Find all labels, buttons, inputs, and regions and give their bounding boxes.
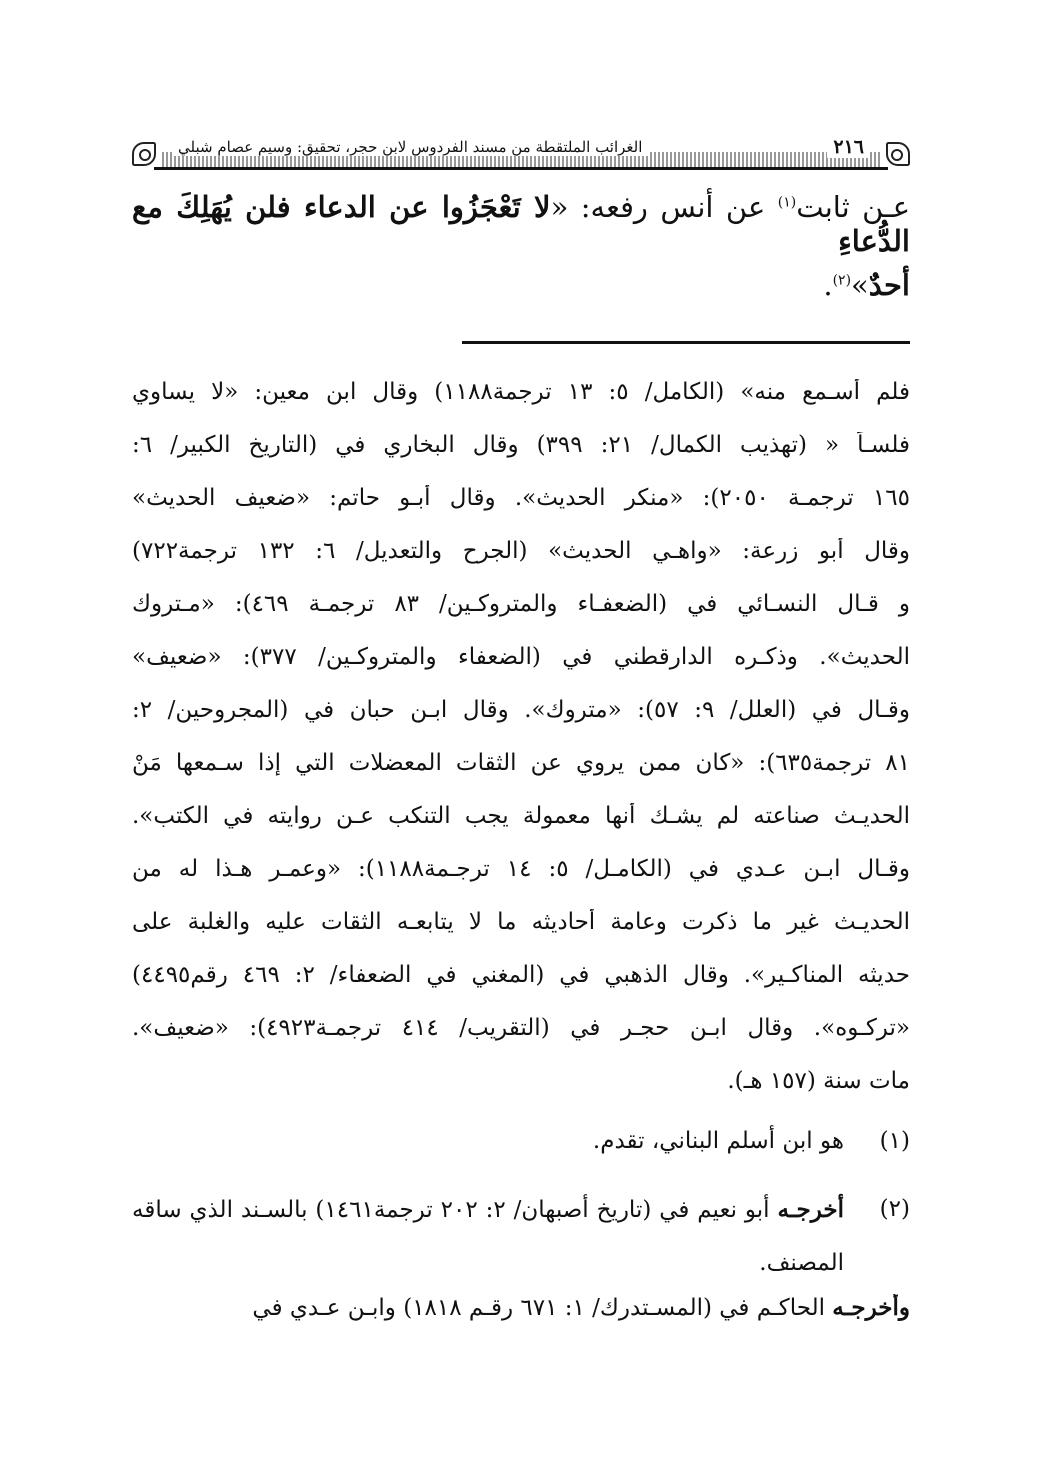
running-header [132, 136, 910, 176]
main-text-line-2 [132, 268, 910, 302]
footnote-ref-1[interactable]: (١) [777, 194, 797, 211]
running-title: الغرائب الملتقطة من مسند الفردوس لابن حجر، تحقيق: وسيم عصام شبلي [172, 138, 648, 156]
footnote-line: ٨١ ترجمة٦٣٥): «كان ممن يروي عن الثقات المعضلات التي إذا سـمعها مَنْ [132, 750, 910, 776]
footnote-line: وقـال ابـن عـدي في (الكامـل/ ٥: ١٤ ترجـمة١١٨٨): «وعمـر هـذا له من [132, 856, 910, 882]
footnote-number: (١) [879, 1128, 910, 1154]
footnote-line: الحديـث صناعته لم يشـك أنها معمولة يجب التنكب عـن روايته في الكتب». [132, 803, 910, 829]
footnote-line: «تركـوه». وقال ابـن حجـر في (التقريب/ ٤١٤ ترجمـة٤٩٢٣): «ضعيف». [132, 1015, 910, 1041]
footnote-line: الحديـث غير ما ذكرت وعامة أحاديثه ما لا يتابعـه الثقات عليه والغلبة على [132, 909, 910, 935]
footnote-line: ١٦٥ ترجمـة ٢٠٥٠): «منكر الحديث». وقال أبـو حاتم: «ضعيف الحديث» [132, 485, 910, 511]
footnote-line: حديثه المناكـير». وقال الذهبي في (المغني في الضعفاء/ ٢: ٤٦٩ رقم٤٤٩٥) [132, 962, 910, 988]
footnote-line: و قـال النسـائي في (الضعفـاء والمتروكـين/ ٨٣ ترجمـة ٤٦٩): «مـتروك [132, 591, 910, 617]
hadith-text: لا تَعْجَزُوا عن الدعاء فلن يُهَلِكَ مع الدُّعاءِ [132, 190, 910, 258]
final-lead-word: وأخرجـه [832, 1294, 910, 1321]
page-number: ٢١٦ [827, 136, 870, 158]
period: . [823, 268, 833, 302]
footnote-line: وقال أبو زرعة: «واهـي الحديث» (الجرح والتعديل/ ٦: ١٣٢ ترجمة٧٢٢) [132, 538, 910, 564]
footnote-2 [132, 1183, 910, 1283]
footnote-body: أبو نعيم في (تاريخ أصبهان/ ٢: ٢٠٢ ترجمة١٤٦١) بالسـند الذي ساقه المصنف. [132, 1197, 844, 1276]
footnote-text [132, 1183, 844, 1290]
final-text: الحاكـم في (المسـتدرك/ ١: ٦٧١ رقـم ١٨١٨) وابـن عـدي في [252, 1295, 833, 1321]
footnote-number: (٢) [879, 1196, 910, 1222]
footnote-1 [132, 1128, 910, 1168]
header-rule [154, 167, 888, 170]
footnote-line: فلم أسـمع منه» (الكامل/ ٥: ١٣ ترجمة١١٨٨) وقال ابن معين: «لا يساوي [132, 379, 910, 405]
footnote-line: فلسـاً « (تهذيب الكمال/ ٢١: ٣٩٩) وقال البخاري في (التاريخ الكبير/ ٦: [132, 432, 910, 458]
footnote-final-line [132, 1294, 910, 1321]
footnote-text: هو ابن أسلم البناني، تقدم. [592, 1128, 844, 1154]
footnote-separator [462, 341, 910, 344]
footnote-line: مات سنة (١٥٧ هـ). [727, 1068, 910, 1094]
text-segment: عن أنس رفعه: « [550, 190, 778, 224]
footnote-line: وقـال في (العلل/ ٩: ٥٧): «متروك». وقال ابـن حبان في (المجروحين/ ٢: [132, 697, 910, 723]
footnote-line: الحديث». وذكـره الدارقطني في (الضعفاء والمتروكـين/ ٣٧٧): «ضعيف» [132, 644, 910, 670]
hadith-text-end: أحدٌ [868, 268, 910, 302]
text-segment: عـن ثابت [796, 190, 910, 224]
quote-close: » [851, 268, 869, 302]
ornament-left-icon [132, 142, 156, 166]
footnote-ref-2[interactable]: (٢) [832, 272, 852, 289]
footnote-lead-word: أخرجـه [777, 1196, 845, 1223]
ornament-right-icon [886, 142, 910, 166]
main-text-line-1 [132, 190, 910, 258]
